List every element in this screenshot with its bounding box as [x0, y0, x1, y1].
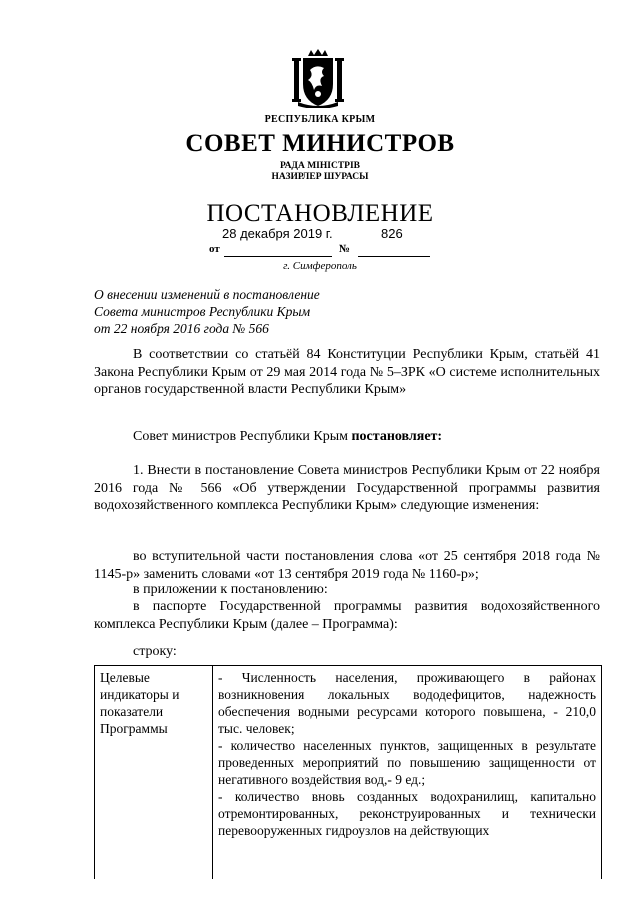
number-label: № — [339, 243, 351, 255]
date-line — [224, 256, 332, 257]
indicator-item: - количество населенных пунктов, защищенных в результате проведенных мероприятий по повышению защищенности от негативного воздействия вод,- 9 ед.; — [218, 738, 596, 787]
row-paragraph: строку: — [133, 644, 177, 659]
preamble-paragraph: В соответствии со статьёй 84 Конституции Республики Крым, статьёй 41 Закона Республики Крым от 29 мая 2014 года № 5–ЗРК «О системе исполнительных органов государственной власти Республики Крым» — [94, 347, 600, 397]
clause-1-paragraph: 1. Внести в постановление Совета министров Республики Крым от 22 ноября 2016 года № 566 «Об утверждении Государственной программы развития водохозяйственного комплекса Республики Крым» следующие изменения: — [94, 463, 600, 513]
program-indicators-table — [94, 665, 602, 879]
subject-line: Совета министров Республики Крым — [94, 304, 311, 319]
council-name-ukrainian: РАДА МІНІСТРІВ — [279, 161, 360, 171]
resolves-paragraph — [94, 428, 600, 446]
date-label: от — [209, 243, 220, 255]
republic-name: РЕСПУБЛИКА КРЫМ — [264, 114, 376, 125]
number-line — [358, 256, 430, 257]
document-type-title: ПОСТАНОВЛЕНИЕ — [206, 200, 434, 227]
resolves-keyword: постановляет: — [351, 429, 443, 444]
table-cell-content — [213, 666, 602, 880]
resolution-subject — [94, 286, 320, 337]
resolves-text: Совет министров Республики Крым — [133, 429, 352, 444]
indicator-item: - Численность населения, проживающего в районах возникновения локальных вододефицитов, надежность обеспечения водными ресурсами которого повышена, - 210,0 тыс. человек; — [218, 670, 596, 736]
indicator-item: - количество вновь созданных водохранилищ, капитально отремонтированных, реконструированных и технически перевооруженных гидроузлов на действующих — [218, 789, 596, 838]
crimea-coat-of-arms-icon — [286, 48, 350, 108]
subject-line: от 22 ноября 2016 года № 566 — [94, 321, 269, 336]
table-row — [95, 666, 602, 880]
city-name: г. Симферополь — [283, 260, 357, 272]
table-cell-label — [95, 666, 213, 880]
label-line: Целевые — [100, 670, 150, 685]
council-name: СОВЕТ МИНИСТРОВ — [185, 130, 455, 157]
handwritten-date: 28 декабря 2019 г. — [222, 226, 333, 241]
amendment-paragraph: во вступительной части постановления слова «от 25 сентября 2018 года № 1145-р» заменить словами «от 13 сентября 2019 года № 1160-р»; — [94, 549, 600, 582]
label-line: индикаторы и — [100, 687, 180, 702]
handwritten-number: 826 — [381, 226, 403, 241]
label-line: показатели — [100, 704, 164, 719]
subject-line: О внесении изменений в постановление — [94, 287, 320, 302]
label-line: Программы — [100, 721, 168, 736]
council-name-crimean-tatar: НАЗИРЛЕР ШУРАСЫ — [271, 172, 369, 182]
passport-paragraph: в паспорте Государственной программы развития водохозяйственного комплекса Республики Крым (далее – Программа): — [94, 599, 600, 632]
appendix-paragraph: в приложении к постановлению: — [133, 582, 328, 597]
